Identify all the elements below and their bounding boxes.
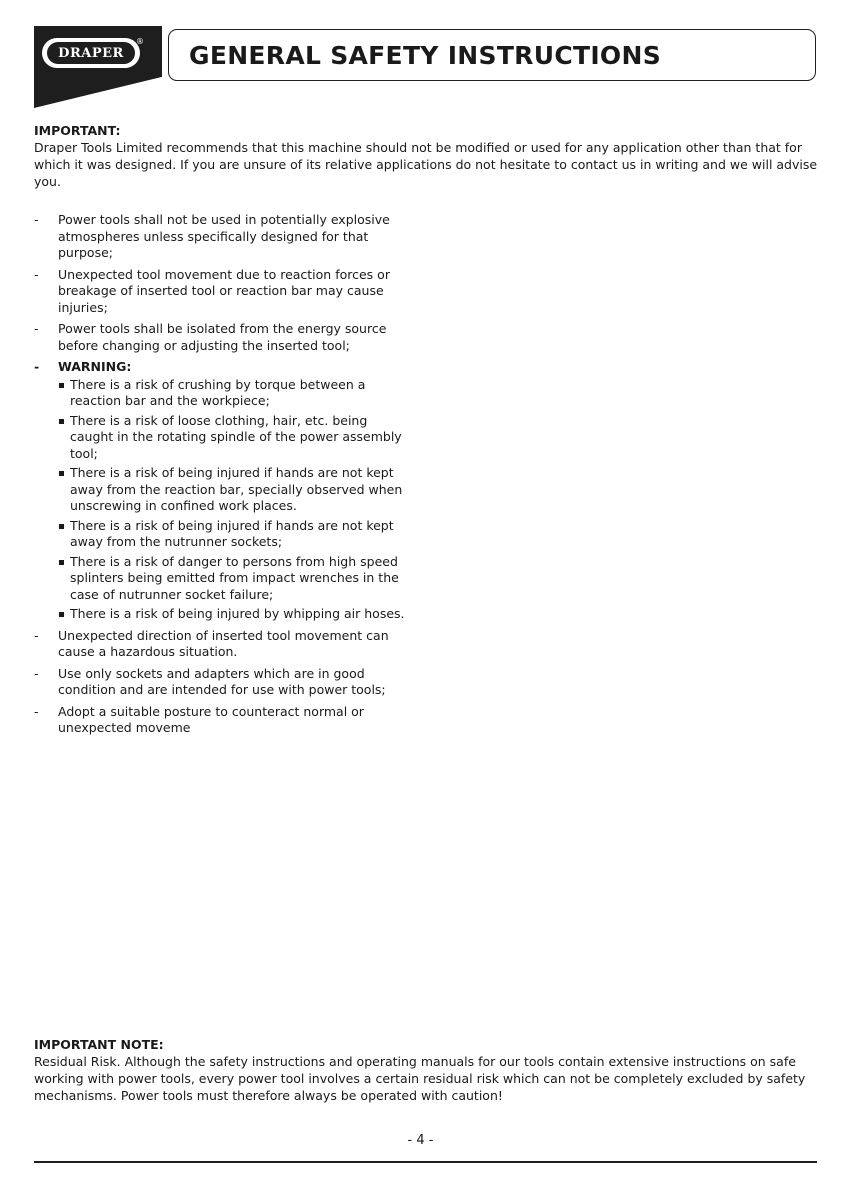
- draper-logo: [42, 38, 140, 68]
- list-item: [34, 267, 414, 317]
- square-bullet-icon: [59, 471, 64, 476]
- warning-text: There is a risk of danger to persons from high speed splinters being emitted from impact wrenches in the case of nutrunner socket failure;: [70, 553, 399, 602]
- square-bullet-icon: [59, 560, 64, 565]
- list-item: [34, 628, 414, 661]
- warning-sublist: [58, 377, 414, 623]
- list-item: [34, 321, 414, 354]
- dash-marker: -: [34, 665, 39, 681]
- list-item: [34, 666, 414, 699]
- warning-point: [58, 606, 414, 623]
- dash-marker: -: [34, 627, 39, 643]
- safety-list: [34, 212, 414, 742]
- important-text: Draper Tools Limited recommends that this machine should not be modified or used for any application other than that for which it was designed. If you are unsure of its relative applications do not hesitate to contact us in writing and we will advise you.: [34, 140, 818, 189]
- warning-point: [58, 413, 414, 463]
- important-note-section: [34, 1036, 824, 1104]
- warning-point: [58, 518, 414, 551]
- logo-badge-inner: [47, 42, 135, 64]
- title-box: [168, 29, 816, 81]
- important-label: IMPORTANT:: [34, 123, 121, 138]
- dash-marker: -: [34, 703, 39, 719]
- warning-label: WARNING:: [58, 359, 132, 374]
- item-text: Power tools shall be isolated from the energy source before changing or adjusting the inserted tool;: [58, 321, 387, 353]
- item-text: Use only sockets and adapters which are in good condition and are intended for use with power tools;: [58, 665, 386, 697]
- item-text: Unexpected tool movement due to reaction forces or breakage of inserted tool or reaction bar may cause injuries;: [58, 266, 390, 315]
- important-section: [34, 122, 824, 190]
- warning-text: There is a risk of being injured if hands are not kept away from the reaction bar, specially observed when unscrewing in confined work places.: [70, 465, 403, 513]
- item-text: Adopt a suitable posture to counteract normal or unexpected moveme: [58, 703, 364, 735]
- list-item: [34, 212, 414, 262]
- warning-point: [58, 465, 414, 515]
- list-item: [34, 704, 414, 737]
- dash-marker: -: [34, 266, 39, 282]
- dash-marker: -: [34, 359, 40, 374]
- footer-rule: [34, 1161, 817, 1163]
- important-note-text: Residual Risk. Although the safety instructions and operating manuals for our tools contain extensive instructions on safe working with power tools, every power tool involves a certain residual risk which can not be completely excluded by safety mechanisms. Power tools must therefore always be operated with caution!: [34, 1054, 806, 1103]
- dash-marker: -: [34, 212, 39, 227]
- square-bullet-icon: [59, 419, 64, 424]
- warning-text: There is a risk of being injured if hands are not kept away from the nutrunner sockets;: [70, 517, 394, 549]
- warning-point: [58, 377, 414, 410]
- warning-text: There is a risk of crushing by torque between a reaction bar and the workpiece;: [70, 376, 366, 408]
- registered-mark: ®: [136, 37, 144, 46]
- warning-item: [34, 359, 414, 623]
- item-text: Unexpected direction of inserted tool movement can cause a hazardous situation.: [58, 627, 389, 659]
- square-bullet-icon: [59, 612, 64, 617]
- item-text: Power tools shall not be used in potentially explosive atmospheres unless specifically designed for that purpose;: [58, 212, 390, 260]
- dash-marker: -: [34, 321, 39, 336]
- square-bullet-icon: [59, 524, 64, 529]
- important-note-label: IMPORTANT NOTE:: [34, 1037, 164, 1052]
- logo-text: DRAPER: [58, 45, 124, 61]
- page-number: - 4 -: [407, 1133, 434, 1148]
- warning-point: [58, 554, 414, 604]
- square-bullet-icon: [59, 383, 64, 388]
- warning-text: There is a risk of being injured by whipping air hoses.: [70, 606, 405, 621]
- warning-text: There is a risk of loose clothing, hair, etc. being caught in the rotating spindle of the power assembly tool;: [70, 412, 402, 461]
- page-title: GENERAL SAFETY INSTRUCTIONS: [189, 40, 662, 70]
